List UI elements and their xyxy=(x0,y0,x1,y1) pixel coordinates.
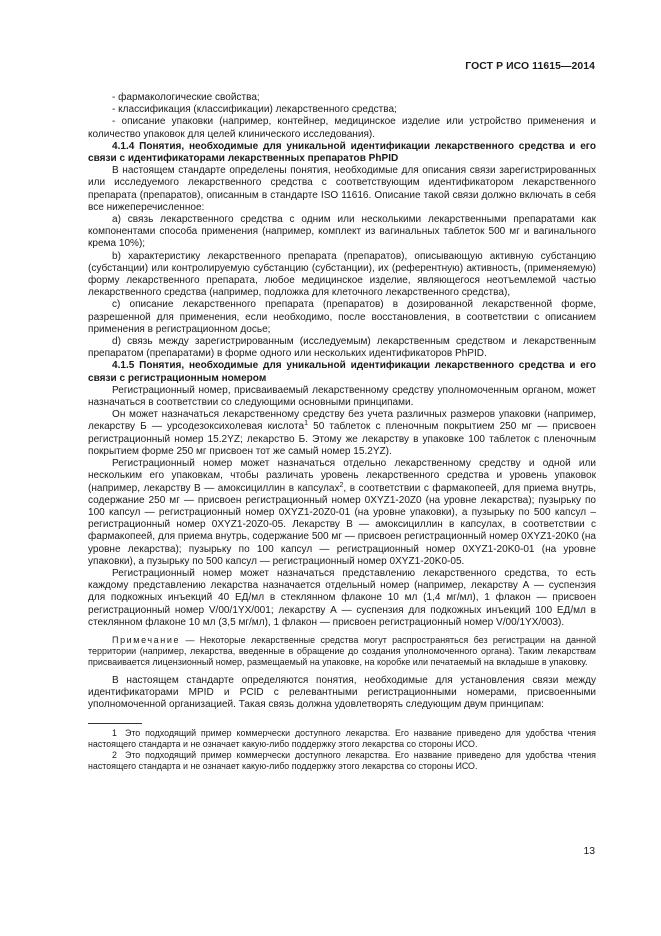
list-item: - фармакологические свойства; xyxy=(112,92,260,103)
paragraph-text: 50 таблеток с пленочным покрытием 250 мг — присвоен регистрационный номер 15.2YZ; лекарство Б. Этому же лекарству в упаковке 100 таблеток с пленочным покрытием форме 250 мг присвоен тот же самый номер 15.2YZ). xyxy=(88,421,596,457)
paragraph-text: Регистрационный номер может назначаться отдельно лекарственному средству и одной или нескольким его упаковкам, чтобы различать уровень лекарственного средства и уровень упаковок (например, лекарству В — амоксициллин в капсулах xyxy=(88,458,596,494)
footnote-number: 1 xyxy=(112,728,117,739)
document-header: ГОСТ Р ИСО 11615—2014 xyxy=(465,61,595,72)
list-item: a) связь лекарственного средства с одним или несколькими лекарственными препаратами как компонентами способа применения (например, комплект из вагинальных таблеток 500 мг и вагинального крема 10%); xyxy=(88,214,596,250)
list-item: c) описание лекарственного препарата (препаратов) в дозированной лекарственной форме, разрешенной для применения, если необходимо, после восстановления, в соответствии с описанием применения в регистрационном досье; xyxy=(88,299,596,335)
footnote-text: Это подходящий пример коммерчески доступного лекарства. Его название приведено для удобства чтения настоящего стандарта и не означает какую-либо поддержку этого лекарства со стороны ИСО. xyxy=(88,750,596,772)
footnote-number: 2 xyxy=(112,750,117,761)
paragraph xyxy=(88,409,596,458)
note-label: Примечание xyxy=(112,634,181,645)
footnote-ref: 2 xyxy=(339,481,344,489)
paragraph-text: Он может назначаться лекарственному средству без учета различных размеров упаковки (например, лекарству Б — урсодезоксихолевая кислота xyxy=(88,409,596,433)
footnote xyxy=(88,728,596,750)
list-item: d) связь между зарегистрированным (исследуемым) лекарственным средством и лекарственным препаратом (препаратами) в форме одного или нескольких идентификаторов PhPID. xyxy=(88,336,596,360)
paragraph: Регистрационный номер, присваиваемый лекарственному средству уполномоченным органом, может назначаться в соответствии со следующими основными принципами. xyxy=(88,384,596,409)
page-number: 13 xyxy=(583,846,595,857)
section-heading-4-1-4: 4.1.4 Понятия, необходимые для уникальной идентификации лекарственного средства и его связи с идентификаторами лекарственных препаратов PhPID xyxy=(88,140,596,165)
paragraph: В настоящем стандарте определяются понятия, необходимые для установления связи между идентификаторами MPID и PCID с релевантными регистрационными номерами, присвоенными уполномоченной организацией. Такая связь должна удовлетворять следующим двум принципам: xyxy=(88,674,596,710)
paragraph: Регистрационный номер может назначаться представлению лекарственного средства, то есть каждому представлению лекарства назначается отдельный номер (например, лекарству А — суспензия для подкожных инъекций 40 ЕД/мл в стеклянном флаконе 10 мл (1,4 мг/мл), 1 флакон — присвоен регистрационный номер V/00/1YX/001; лекарству А — суспензия для подкожных инъекций 100 ЕД/мл в стеклянном флаконе 10 мл (3,5 мг/мл), 1 флакон — присвоен регистрационный номер V/00/1YX/003). xyxy=(88,567,596,628)
footnote-text: Это подходящий пример коммерчески доступного лекарства. Его название приведено для удобства чтения настоящего стандарта и не означает какую-либо поддержку этого лекарства со стороны ИСО. xyxy=(88,728,596,750)
paragraph: В настоящем стандарте определены понятия, необходимые для описания связи зарегистрированных или исследуемого лекарственного средства с соответствующим идентификатором лекарственного препарата (препаратов), описанным в стандарте ISO 11616. Описание такой связи должно включать в себя все нижеперечисленное: xyxy=(88,165,596,213)
note xyxy=(88,635,596,669)
list-item: - описание упаковки (например, контейнер, медицинское изделие или устройство применения и количество упаковок для целей клинического исследования). xyxy=(88,116,596,140)
note-text: — Некоторые лекарственные средства могут распространяться без регистрации на данной территории (например, лекарства, введенные в обращение до создания уполномоченного органа). Таким лекарствам присваивается лицензионный номер, размещаемый на упаковке, на коробке или печатаемый на вкладыше в упаковку. xyxy=(88,634,596,668)
footnote-divider xyxy=(88,723,142,724)
list-item: - классификация (классификации) лекарственного средства; xyxy=(112,104,397,116)
footnote xyxy=(88,750,596,772)
list-item: b) характеристику лекарственного препарата (препаратов), описывающую активную субстанцию (субстанции) или контролируемую субстанцию (субстанции), их (референтную) активность, (применяемую) форму лекарственного препарата, любое медицинское изделие, являющегося неотъемлемой частью лекарственного средства (например, подложка для клеточного лекарственного средства), xyxy=(88,250,596,299)
paragraph-text: , в соответствии с фармакопеей, для приема внутрь, содержание 250 мг — присвоен регистрационный номер 0XYZ1-20Z0 (на уровне лекарства); пузырьку по 100 капсул — регистрационный номер 0XYZ1-20Z0-01 (на уровне упаковки), а пузырьку по 500 капсул – регистрационный номер 0XYZ1-20Z0-05. Лекарству В — амоксициллин в капсулах, в соответствии с фармакопеей, для приема внутрь, содержание 500 мг — присвоен регистрационный номер 0XYZ1-20K0 (на уровне лекарства); пузырьку по 100 капсул — регистрационный номер 0XYZ1-20K0-01 (на уровне упаковки), а пузырьку по 500 капсул — регистрационный номер 0XYZ1-20K0-05. xyxy=(88,482,596,567)
section-heading-4-1-5: 4.1.5 Понятия, необходимые для уникальной идентификации лекарственного средства и его связи с регистрационным номером xyxy=(88,360,596,384)
document-body xyxy=(88,92,596,772)
paragraph xyxy=(88,458,596,568)
footnote-ref: 1 xyxy=(304,420,308,428)
